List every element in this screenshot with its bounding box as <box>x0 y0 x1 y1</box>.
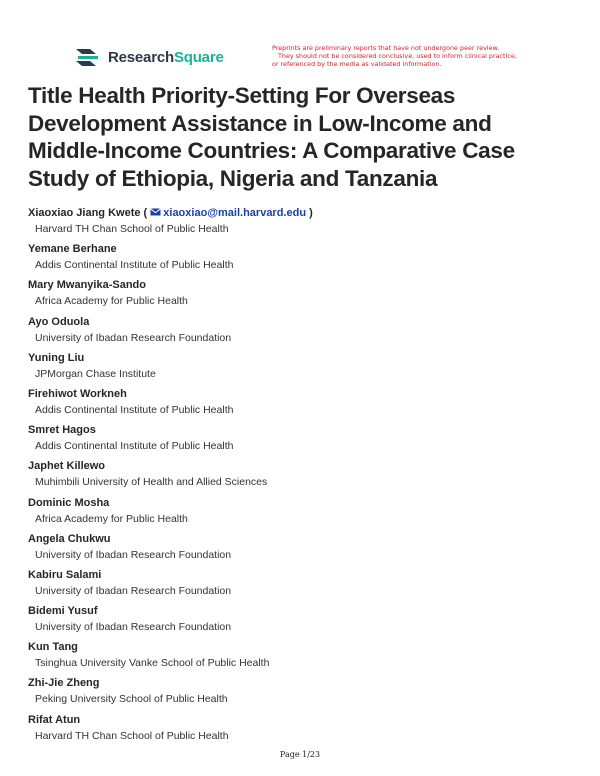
author-affiliation: Africa Academy for Public Health <box>35 512 188 525</box>
envelope-icon <box>150 208 161 216</box>
author-name: Kabiru Salami <box>28 568 102 581</box>
author-entry <box>28 459 568 495</box>
author-affiliation: Harvard TH Chan School of Public Health <box>35 223 229 235</box>
brand-name-square: Square <box>173 48 224 66</box>
author-name: Ayo Oduola <box>28 315 90 328</box>
author-name-row <box>28 568 568 584</box>
author-affiliation: Africa Academy for Public Health <box>35 295 188 308</box>
author-affiliation: Addis Continental Institute of Public Health <box>35 403 234 416</box>
author-entry <box>28 242 568 278</box>
email-close-paren: ) <box>306 207 313 219</box>
author-name: Mary Mwanyika-Sando <box>28 279 146 292</box>
author-entry <box>28 496 568 532</box>
author-entry <box>28 206 568 242</box>
author-entry <box>28 568 568 604</box>
author-affiliation: Harvard TH Chan School of Public Health <box>35 729 229 742</box>
author-name: Yemane Berhane <box>28 243 117 256</box>
author-affiliation: University of Ibadan Research Foundation <box>35 548 232 561</box>
author-name: Firehiwot Workneh <box>28 387 127 400</box>
author-list <box>28 206 568 749</box>
author-entry <box>28 532 568 568</box>
author-entry <box>28 676 568 712</box>
author-name: Rifat Atun <box>28 713 81 726</box>
author-name: Smret Hagos <box>28 424 96 437</box>
author-affiliation: Addis Continental Institute of Public Health <box>35 440 234 453</box>
author-name: Bidemi Yusuf <box>28 605 98 618</box>
author-name-row <box>28 640 568 656</box>
research-square-logo-icon <box>74 46 100 68</box>
author-entry <box>28 387 568 423</box>
author-name-row <box>28 242 568 258</box>
disclaimer-line: They should not be considered conclusive, used to inform clinical practice, <box>278 52 517 60</box>
author-name-row <box>28 713 568 729</box>
author-name-row <box>28 351 568 367</box>
author-name-row <box>28 387 568 403</box>
preprint-disclaimer <box>272 44 534 68</box>
author-affiliation: JPMorgan Chase Institute <box>35 367 156 380</box>
research-square-logo[interactable] <box>74 46 224 68</box>
author-affiliation: University of Ibadan Research Foundation <box>35 584 232 597</box>
author-name: Zhi-Jie Zheng <box>28 677 100 690</box>
author-entry <box>28 423 568 459</box>
author-name-row <box>28 206 568 222</box>
author-name: Dominic Mosha <box>28 496 110 509</box>
author-name-row <box>28 278 568 294</box>
author-entry <box>28 640 568 676</box>
author-affiliation: Muhimbili University of Health and Allied Sciences <box>35 476 268 489</box>
author-affiliation: Peking University School of Public Health <box>35 693 228 706</box>
author-affiliation: University of Ibadan Research Foundation <box>35 331 232 344</box>
author-entry <box>28 604 568 640</box>
author-entry <box>28 278 568 314</box>
author-name: Yuning Liu <box>28 351 85 364</box>
disclaimer-line: or referenced by the media as validated information. <box>272 60 442 68</box>
brand-name-research: Research <box>108 48 174 66</box>
author-affiliation: Addis Continental Institute of Public Health <box>35 259 234 272</box>
author-name: Kun Tang <box>28 641 78 654</box>
page-number: Page 1/23 <box>279 750 321 759</box>
author-name-row <box>28 604 568 620</box>
disclaimer-line: Preprints are preliminary reports that have not undergone peer review. <box>272 44 500 52</box>
author-name: Xiaoxiao Jiang Kwete <box>28 207 141 219</box>
author-entry <box>28 351 568 387</box>
author-name: Japhet Killewo <box>28 460 106 473</box>
author-affiliation: Tsinghua University Vanke School of Public Health <box>35 657 270 670</box>
author-entry <box>28 315 568 351</box>
author-name-row <box>28 315 568 331</box>
paper-title: Title Health Priority-Setting For Overseas Development Assistance in Low-Income and Middle-Income Countries: A Comparative Case Study of Ethiopia, Nigeria and Tanzania <box>28 83 515 191</box>
author-name-row <box>28 496 568 512</box>
author-affiliation: University of Ibadan Research Foundation <box>35 621 232 634</box>
brand-name <box>108 49 224 66</box>
author-entry <box>28 713 568 749</box>
author-name: Angela Chukwu <box>28 532 111 545</box>
author-name-row <box>28 423 568 439</box>
email-open-paren: ( <box>140 207 151 219</box>
author-name-row <box>28 532 568 548</box>
author-email-link[interactable]: xiaoxiao@mail.harvard.edu <box>163 207 307 219</box>
author-name-row <box>28 676 568 692</box>
author-name-row <box>28 459 568 475</box>
